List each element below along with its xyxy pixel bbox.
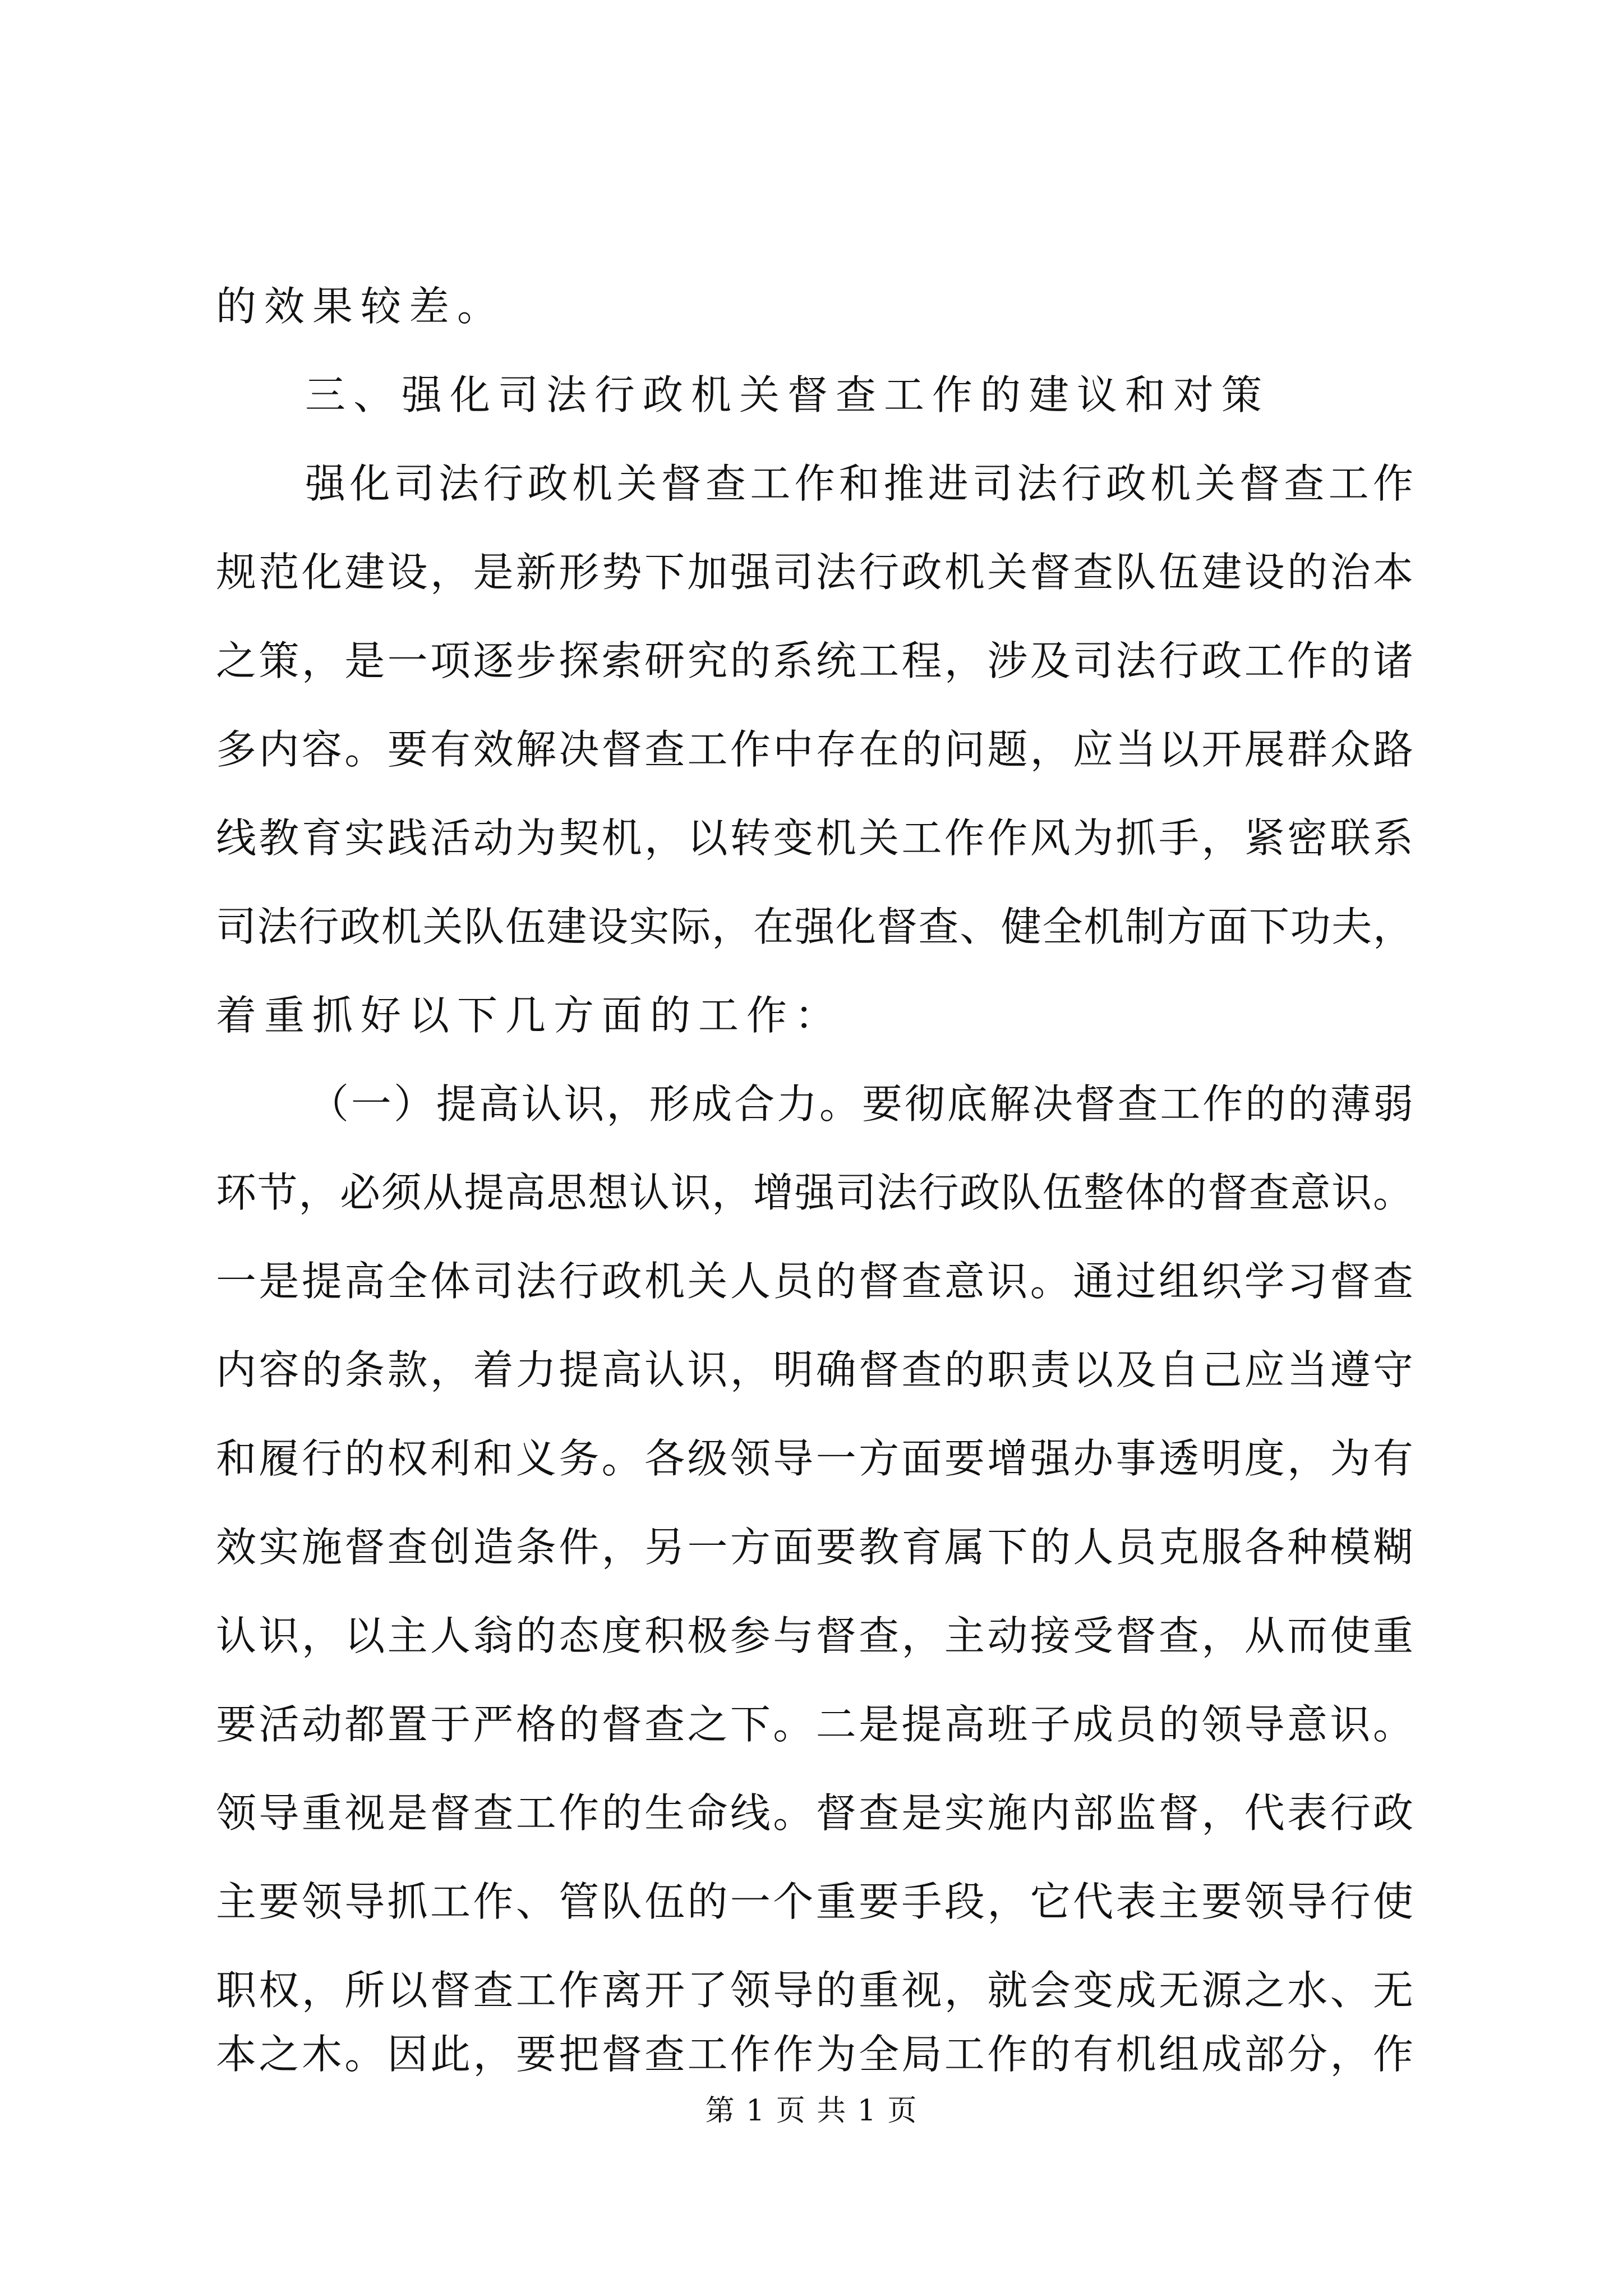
text-line: 本之木。因此，要把督查工作作为全局工作的有机组成部分，作 [216, 2031, 1413, 2078]
text-line: 领导重视是督查工作的生命线。督查是实施内部监督，代表行政 [216, 1789, 1413, 1837]
subsection-heading-line: （一）提高认识，形成合力。要彻底解决督查工作的的薄弱 [308, 1080, 1413, 1128]
text-line: 多内容。要有效解决督查工作中存在的问题，应当以开展群众路 [216, 726, 1413, 773]
section-heading: 三、强化司法行政机关督查工作的建议和对策 [305, 371, 1270, 418]
text-line: 和履行的权利和义务。各级领导一方面要增强办事透明度，为有 [216, 1435, 1413, 1482]
page-number-footer: 第 1 页 共 1 页 [705, 2094, 918, 2128]
text-line: 环节，必须从提高思想认识，增强司法行政队伍整体的督查意识。 [216, 1169, 1413, 1216]
text-line: 效实施督查创造条件，另一方面要教育属下的人员克服各种模糊 [216, 1524, 1413, 1571]
text-line: 强化司法行政机关督查工作和推进司法行政机关督查工作 [305, 460, 1413, 507]
text-line: 规范化建设，是新形势下加强司法行政机关督查队伍建设的治本 [216, 549, 1413, 596]
text-line: 一是提高全体司法行政机关人员的督查意识。通过组织学习督查 [216, 1258, 1413, 1305]
text-line: 要活动都置于严格的督查之下。二是提高班子成员的领导意识。 [216, 1701, 1413, 1748]
text-line: 线教育实践活动为契机，以转变机关工作作风为抓手，紧密联系 [216, 815, 1413, 862]
text-line: 认识，以主人翁的态度积极参与督查，主动接受督查，从而使重 [216, 1612, 1413, 1659]
text-line: 之策，是一项逐步探索研究的系统工程，涉及司法行政工作的诸 [216, 637, 1413, 684]
text-line: 职权，所以督查工作离开了领导的重视，就会变成无源之水、无 [216, 1967, 1413, 2014]
text-line: 司法行政机关队伍建设实际，在强化督查、健全机制方面下功夫， [216, 903, 1413, 950]
text-line: 内容的条款，着力提高认识，明确督查的职责以及自己应当遵守 [216, 1346, 1413, 1393]
text-line: 主要领导抓工作、管队伍的一个重要手段，它代表主要领导行使 [216, 1878, 1413, 1925]
text-line: 的效果较差。 [216, 283, 506, 330]
text-line: 着重抓好以下几方面的工作： [216, 992, 843, 1039]
